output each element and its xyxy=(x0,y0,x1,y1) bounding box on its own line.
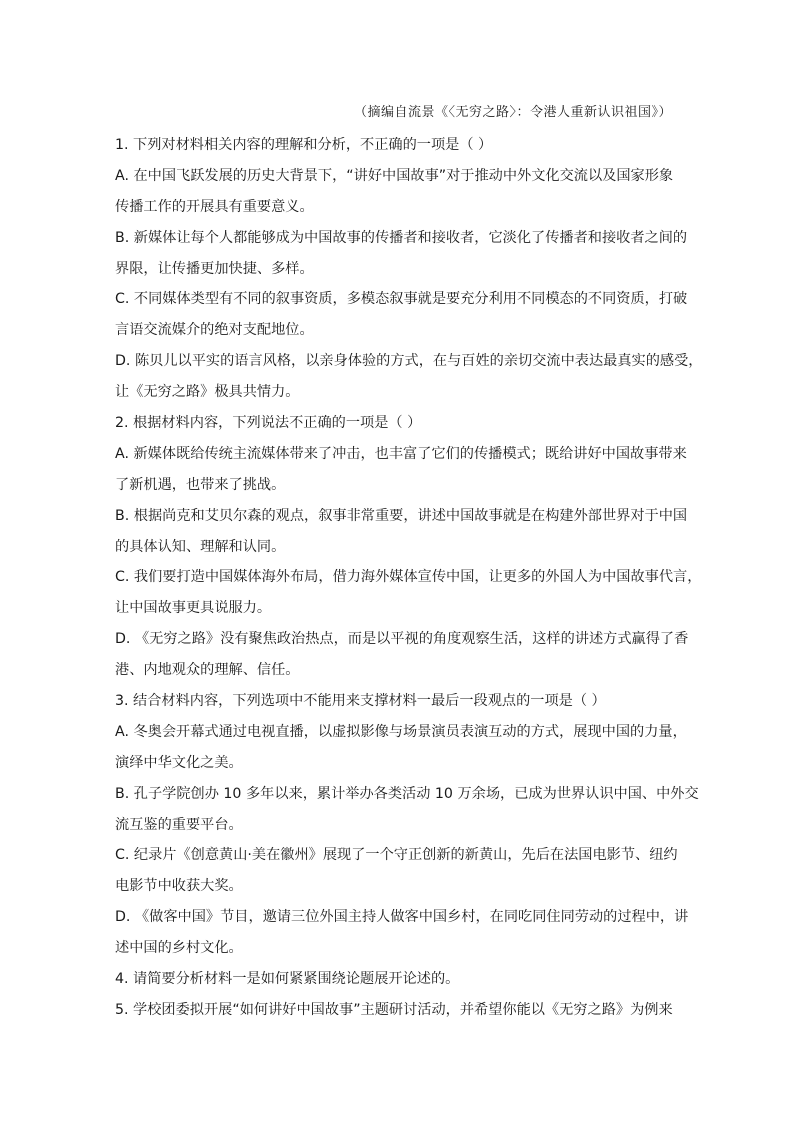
text-line: 述中国的乡村文化。 xyxy=(115,940,243,957)
text-line: 5. 学校团委拟开展“如何讲好中国故事”主题研讨活动，并希望你能以《无穷之路》为例来 xyxy=(115,1001,673,1018)
text-line: 演绎中华文化之美。 xyxy=(115,754,243,771)
text-line: B. 孔子学院创办 10 多年以来，累计举办各类活动 10 万余场，已成为世界认识中国、中外交 xyxy=(115,785,699,802)
text-line: 言语交流媒介的绝对支配地位。 xyxy=(115,322,314,339)
text-line: 流互鉴的重要平台。 xyxy=(115,816,243,833)
text-line: A. 冬奥会开幕式通过电视直播，以虚拟影像与场景演员表演互动的方式，展现中国的力量， xyxy=(115,723,687,740)
question-text xyxy=(115,130,703,1026)
text-line: 港、内地观众的理解、信任。 xyxy=(115,662,300,679)
text-line: B. 根据尚克和艾贝尔森的观点，叙事非常重要，讲述中国故事就是在构建外部世界对于中国 xyxy=(115,507,688,524)
text-line: D. 《做客中国》节目，邀请三位外国主持人做客中国乡村，在同吃同住同劳动的过程中，讲 xyxy=(115,909,689,926)
text-line: C. 纪录片《创意黄山·美在徽州》展现了一个守正创新的新黄山，先后在法国电影节、纽约 xyxy=(115,847,678,864)
text-line: 1. 下列对材料相关内容的理解和分析，不正确的一项是（ ） xyxy=(115,137,493,153)
text-line: B. 新媒体让每个人都能够成为中国故事的传播者和接收者，它淡化了传播者和接收者之间的 xyxy=(115,229,688,246)
text-line: 传播工作的开展具有重要意义。 xyxy=(115,198,314,215)
source-citation: （摘编自流景《〈无穷之路〉：令港人重新认识祖国》） xyxy=(353,105,672,120)
text-line: D. 陈贝儿以平实的语言风格，以亲身体验的方式，在与百姓的亲切交流中表达最真实的感受， xyxy=(115,353,703,370)
text-line: 让《无穷之路》极具共情力。 xyxy=(115,384,300,401)
text-line: 3. 结合材料内容，下列选项中不能用来支撑材料一最后一段观点的一项是（ ） xyxy=(115,693,606,710)
text-line: 让中国故事更具说服力。 xyxy=(115,600,272,617)
text-line: 界限，让传播更加快捷、多样。 xyxy=(115,260,314,277)
text-line: 4. 请简要分析材料一是如何紧紧围绕论题展开论述的。 xyxy=(115,971,460,988)
text-line: 了新机遇，也带来了挑战。 xyxy=(115,476,286,493)
text-line: 的具体认知、理解和认同。 xyxy=(115,538,286,555)
text-line: C. 我们要打造中国媒体海外布局，借力海外媒体宣传中国，让更多的外国人为中国故事代言， xyxy=(115,569,702,586)
text-line: C. 不同媒体类型有不同的叙事资质，多模态叙事就是要充分利用不同模态的不同资质，打破 xyxy=(115,291,688,308)
text-line: D. 《无穷之路》没有聚焦政治热点，而是以平视的角度观察生活，这样的讲述方式赢得了香 xyxy=(115,631,689,648)
text-line: A. 新媒体既给传统主流媒体带来了冲击，也丰富了它们的传播模式；既给讲好中国故事带来 xyxy=(115,445,687,462)
text-line: A. 在中国飞跃发展的历史大背景下，“讲好中国故事”对于推动中外文化交流以及国家形象 xyxy=(115,167,674,184)
text-line: 2. 根据材料内容，下列说法不正确的一项是（ ） xyxy=(115,415,422,432)
text-line: 电影节中收获大奖。 xyxy=(115,878,243,895)
